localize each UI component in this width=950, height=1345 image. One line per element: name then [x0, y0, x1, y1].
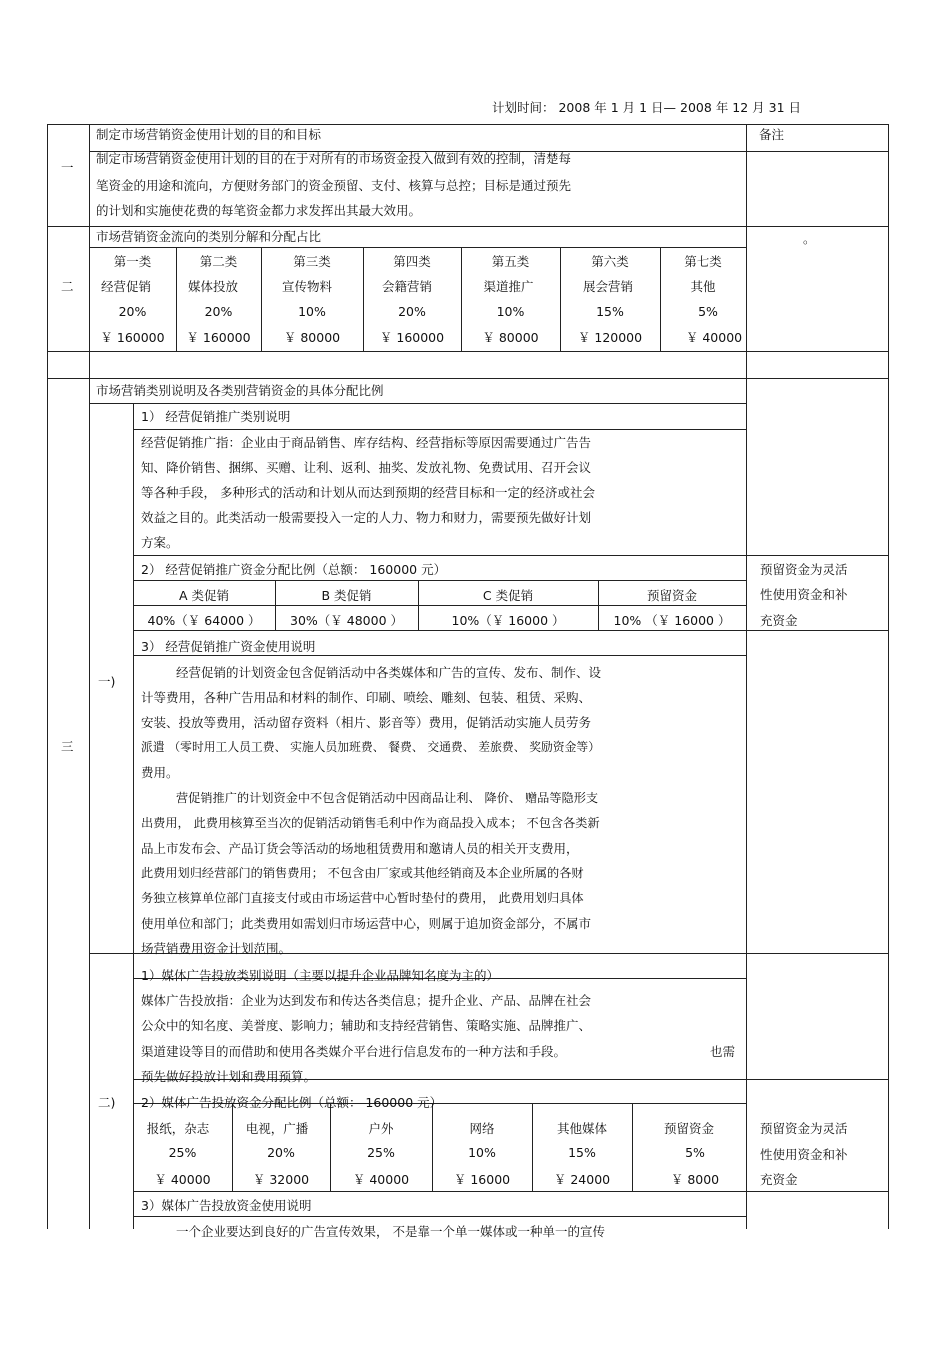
paragraph-line: 经营促销的计划资金包含促销活动中各类媒体和广告的宣传、发布、制作、设 — [176, 665, 602, 680]
category-class: 第六类 — [591, 254, 629, 269]
paragraph-line: 一个企业要达到良好的广告宣传效果， 不是靠一个单一媒体或一种单一的宣传 — [176, 1224, 605, 1239]
category-name: 渠道推广 — [483, 279, 534, 294]
category-amount: ￥ 160000 — [186, 330, 251, 345]
alloc-value: 30%（￥ 48000 ） — [290, 613, 403, 628]
media-pct: 25% — [168, 1145, 197, 1160]
subsection-heading: 3）媒体广告投放资金使用说明 — [141, 1198, 312, 1213]
sub-number-divider — [133, 403, 134, 1229]
sub2-h3-rule — [133, 1216, 746, 1217]
paragraph-line: 费用。 — [141, 765, 179, 780]
section2-bottom-rule — [47, 351, 889, 352]
paragraph-line: 品上市发布会、产品订货会等活动的场地租赁费用和邀请人员的相关开支费用， — [141, 841, 579, 856]
alloc-header: A 类促销 — [178, 588, 230, 603]
category-name: 会籍营销 — [381, 279, 432, 294]
alloc-header: 预留资金 — [646, 588, 697, 603]
section-title: 制定市场营销资金使用计划的目的和目标 — [96, 127, 322, 142]
paragraph-line: 渠道建设等目的而借助和使用各类媒介平台进行信息发布的一种方法和手段。 — [141, 1044, 567, 1059]
category-name: 宣传物料 — [281, 279, 332, 294]
table-border-right — [888, 124, 889, 1229]
sub1-h1-rule — [133, 429, 746, 430]
sub1-h3-rule — [133, 655, 746, 656]
category-amount: ￥ 120000 — [577, 330, 643, 345]
sub1-alloc-header-rule — [133, 605, 746, 606]
paragraph-line: 制定市场营销资金使用计划的目的在于对所有的市场资金投入做到有效的控制，清楚每 — [96, 151, 572, 166]
category-amount: ￥ 160000 — [379, 330, 445, 345]
paragraph-line: 预先做好投放计划和费用预算。 — [141, 1069, 317, 1084]
paragraph-line: 营促销推广的计划资金中不包含促销活动中因商品让利、 降价、 赠品等隐形支 — [176, 791, 599, 805]
remark-line: 充资金 — [760, 613, 798, 628]
remark-line: 充资金 — [760, 1172, 798, 1187]
remark-line: 预留资金为灵活 — [760, 562, 848, 577]
subsection-number: 二) — [98, 1095, 116, 1110]
paragraph-line: 的计划和实施使花费的每笔资金都力求发挥出其最大效用。 — [96, 203, 422, 218]
subsection-heading: 2） 经营促销推广资金分配比例（总额： 160000 元） — [141, 562, 447, 577]
category-name: 其他 — [690, 279, 716, 294]
media-header: 网络 — [469, 1121, 495, 1136]
sub1-h2-rule — [133, 580, 746, 581]
category-amount: ￥ 80000 — [482, 330, 539, 345]
remark-line: 预留资金为灵活 — [760, 1121, 848, 1136]
paragraph-line: 公众中的知名度、美誉度、影响力；辅助和支持经营销售、策略实施、品牌推广、 — [141, 1018, 592, 1033]
paragraph-line: 知、降价销售、捆绑、买赠、让利、返利、抽奖、发放礼物、免费试用、召开会议 — [141, 460, 592, 475]
paragraph-line: 务独立核算单位部门直接支付或由市场运营中心暂时垫付的费用， 此费用划归具体 — [141, 891, 584, 905]
sub1-desc-bottom-rule — [133, 555, 889, 556]
remark-line: 性使用资金和补 — [760, 587, 848, 602]
paragraph-line: 此费用划归经营部门的销售费用； 不包含由厂家或其他经销商及本企业所属的各财 — [141, 866, 584, 880]
category-class: 第七类 — [684, 254, 722, 269]
subsection-heading: 1）媒体广告投放类别说明（主要以提升企业品牌知名度为主的） — [141, 968, 499, 983]
media-pct: 15% — [568, 1145, 596, 1160]
category-class: 第一类 — [113, 254, 152, 269]
category-pct: 15% — [596, 304, 624, 319]
category-class: 第三类 — [293, 254, 331, 269]
paragraph-line: 派遣 （零时用工人员工费、 实施人员加班费、 餐费、 交通费、 差旅费、 奖励资金等） — [141, 740, 600, 754]
category-pct: 20% — [398, 304, 426, 319]
media-amount: ￥ 16000 — [453, 1172, 511, 1187]
sub1-alloc-bottom-rule — [133, 630, 889, 631]
paragraph-line: 笔资金的用途和流向，方便财务部门的资金预留、支付、核算与总控；目标是通过预先 — [96, 178, 572, 193]
subsection-heading: 1） 经营促销推广类别说明 — [141, 409, 291, 424]
media-amount: ￥ 40000 — [352, 1172, 410, 1187]
paragraph-line: 经营促销推广指：企业由于商品销售、库存结构、经营指标等原因需要通过广告告 — [141, 435, 592, 450]
paragraph-line: 也需 — [710, 1044, 736, 1059]
paragraph-line: 方案。 — [141, 535, 179, 550]
category-pct: 10% — [298, 304, 326, 319]
remark-line: 性使用资金和补 — [760, 1147, 848, 1162]
section-number: 二 — [61, 279, 74, 294]
category-amount: ￥ 160000 — [100, 330, 165, 345]
category-pct: 20% — [204, 304, 233, 319]
category-class: 第五类 — [491, 254, 530, 269]
media-header: 预留资金 — [663, 1121, 714, 1136]
section-title: 市场营销资金流向的类别分解和分配占比 — [96, 229, 322, 244]
subsection-number: 一) — [98, 674, 116, 689]
paragraph-line: 使用单位和部门；此类费用如需划归市场运营中心，则属于追加资金部分，不属市 — [141, 916, 592, 931]
sub2-media-bottom-rule — [133, 1191, 889, 1192]
alloc-value: 10%（￥ 16000 ） — [451, 613, 565, 628]
paragraph-line: 安装、投放等费用，活动留存资料（相片、影音等）费用，促销活动实施人员劳务 — [141, 715, 592, 730]
paragraph-line: 等各种手段， 多种形式的活动和计划从而达到预期的经营目标和一定的经济或社会 — [141, 485, 595, 500]
spacer-row-bottom — [47, 378, 889, 379]
paragraph-line: 效益之目的。此类活动一般需要投入一定的人力、物力和财力，需要预先做好计划 — [141, 510, 592, 525]
category-amount: ￥ 80000 — [283, 330, 341, 345]
category-pct: 5% — [698, 304, 718, 319]
paragraph-line: 计等费用，各种广告用品和材料的制作、印刷、喷绘、雕刻、包装、租赁、采购、 — [141, 690, 592, 705]
media-amount: ￥ 24000 — [553, 1172, 611, 1187]
media-header: 电视，广播 — [245, 1121, 309, 1136]
category-pct: 10% — [496, 304, 525, 319]
media-pct: 25% — [367, 1145, 395, 1160]
section-number: 三 — [61, 739, 74, 754]
remark-mark: 。 — [803, 231, 816, 246]
category-class: 第四类 — [393, 254, 431, 269]
media-header: 户外 — [368, 1121, 394, 1136]
category-pct: 20% — [118, 304, 147, 319]
category-name: 媒体投放 — [187, 279, 238, 294]
section-number: 一 — [61, 160, 74, 175]
media-amount: ￥ 32000 — [252, 1172, 310, 1187]
paragraph-line: 出费用， 此费用核算至当次的促销活动销售毛利中作为商品投入成本； 不包含各类新 — [141, 816, 600, 830]
section2-title-rule — [89, 247, 746, 248]
subsection-heading: 2）媒体广告投放资金分配比例（总额： 160000 元） — [141, 1095, 443, 1110]
paragraph-line: 场营销费用资金计划范围。 — [141, 941, 292, 956]
plan-period: 计划时间： 2008 年 1 月 1 日— 2008 年 12 月 31 日 — [492, 100, 802, 115]
category-name: 经营促销 — [100, 279, 151, 294]
paragraph-line: 媒体广告投放指：企业为达到发布和传达各类信息；提升企业、产品、品牌在社会 — [141, 993, 592, 1008]
section3-title-rule — [89, 403, 746, 404]
media-pct: 10% — [468, 1145, 496, 1160]
subsection-heading: 3） 经营促销推广资金使用说明 — [141, 639, 316, 654]
alloc-value: 10% （￥ 16000 ） — [613, 613, 731, 628]
media-header: 其他媒体 — [556, 1121, 607, 1136]
remark-column-divider — [746, 124, 747, 1229]
media-header: 报纸，杂志 — [146, 1121, 210, 1136]
category-name: 展会营销 — [582, 279, 633, 294]
media-amount: ￥ 40000 — [154, 1172, 211, 1187]
media-pct: 5% — [685, 1145, 705, 1160]
media-amount: ￥ 8000 — [670, 1172, 720, 1187]
alloc-value: 40%（￥ 64000 ） — [147, 613, 261, 628]
category-class: 第二类 — [199, 254, 238, 269]
alloc-header: B 类促销 — [321, 588, 372, 603]
table-border-left — [47, 124, 48, 1229]
alloc-header: C 类促销 — [482, 588, 534, 603]
section-title: 市场营销类别说明及各类别营销资金的具体分配比例 — [96, 383, 384, 398]
remark-header: 备注 — [759, 127, 785, 142]
media-pct: 20% — [267, 1145, 295, 1160]
category-amount: ￥ 40000 — [685, 330, 743, 345]
